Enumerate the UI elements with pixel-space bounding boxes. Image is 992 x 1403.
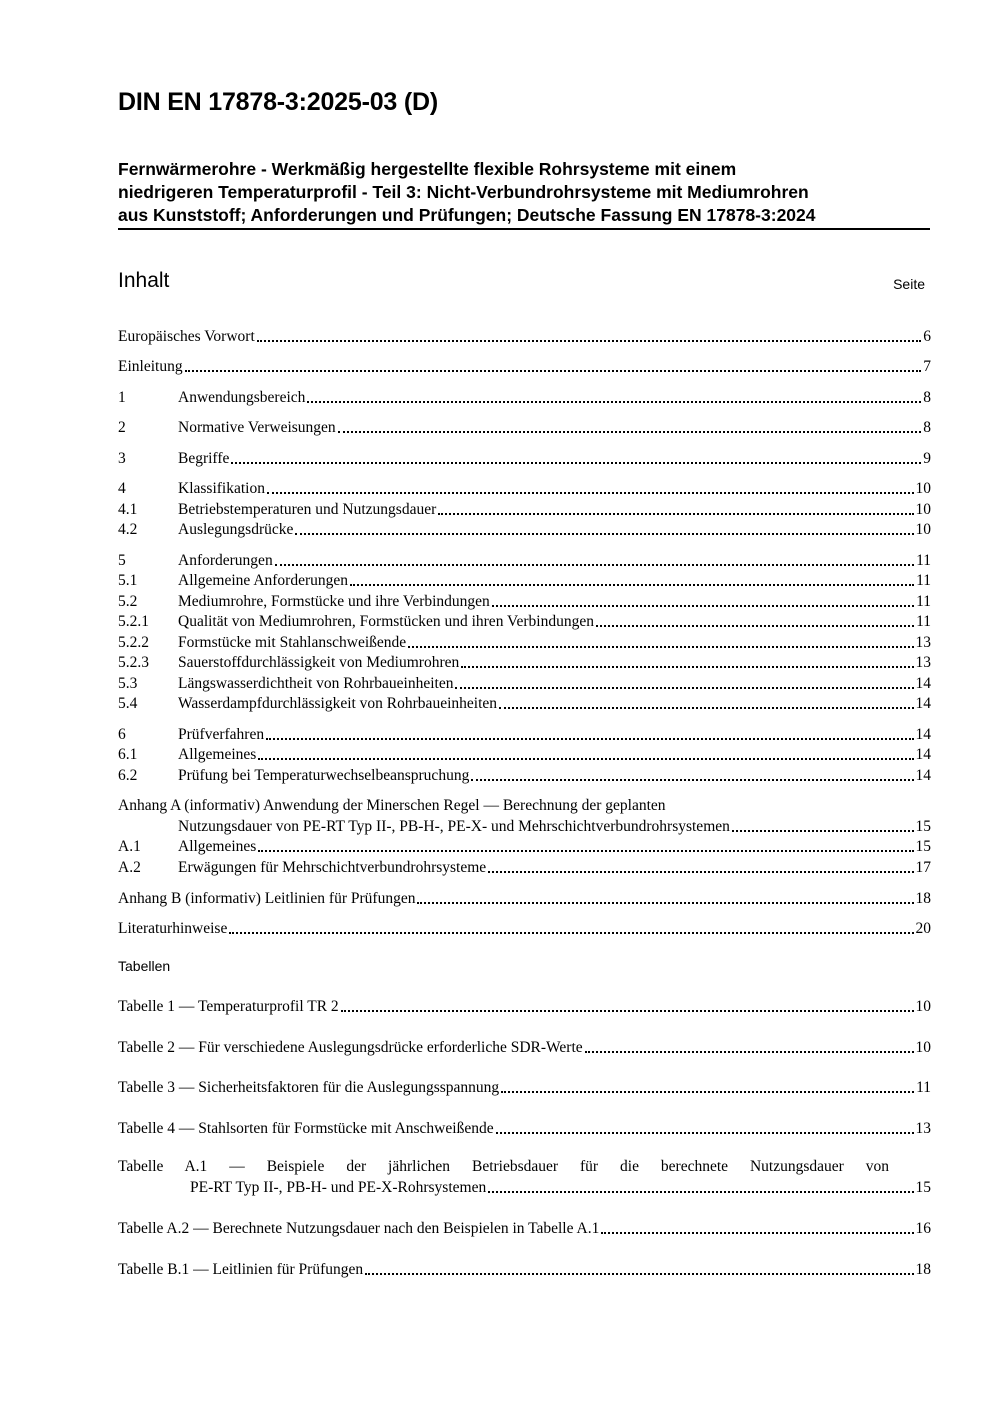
toc-entry-title: Literaturhinweise: [118, 920, 228, 937]
toc-entry[interactable]: [118, 764, 931, 785]
toc-entry-number: 5.2: [118, 593, 138, 610]
dot-leader: [267, 492, 914, 494]
table-a1-line1[interactable]: Tabelle A.1 — Beispiele der jährlichen Betriebsdauer für die berechnete Nutzungsdauer von: [118, 1158, 889, 1175]
dot-leader: [455, 687, 913, 689]
toc-entry-page: 10: [915, 521, 931, 538]
table-entry[interactable]: [118, 1217, 931, 1238]
page-column-heading: Seite: [893, 276, 925, 292]
toc-entry-title: Mediumrohre, Formstücke und ihre Verbindungen: [178, 593, 490, 610]
toc-entry-page: 11: [916, 593, 931, 610]
toc-entry-title: Auslegungsdrücke: [178, 521, 294, 538]
dot-leader: [417, 902, 913, 904]
subtitle-line: aus Kunststoff; Anforderungen und Prüfungen; Deutsche Fassung EN 17878-3:2024: [118, 205, 816, 225]
toc-entry[interactable]: [118, 386, 931, 407]
toc-entry-page: 11: [916, 572, 931, 589]
dot-leader: [499, 707, 914, 709]
toc-entry-number: 5.2.3: [118, 654, 149, 671]
toc-entry-page: 14: [915, 726, 931, 743]
toc-entry[interactable]: [118, 743, 931, 764]
toc-entry-title: Betriebstemperaturen und Nutzungsdauer: [178, 501, 437, 518]
toc-entry-page: 11: [916, 613, 931, 630]
toc-entry[interactable]: [118, 518, 931, 539]
toc-entry-number: 2: [118, 419, 126, 436]
dot-leader: [438, 513, 913, 515]
toc-entry-title: Wasserdampfdurchlässigkeit von Rohrbaueinheiten: [178, 695, 497, 712]
toc-entry-number: 5.4: [118, 695, 138, 712]
toc-entry[interactable]: [118, 835, 931, 856]
toc-entry-title: Prüfverfahren: [178, 726, 265, 743]
toc-entry-number: 5.2.2: [118, 634, 149, 651]
dot-leader: [596, 625, 914, 627]
dot-leader: [408, 646, 913, 648]
toc-entry-page: 14: [915, 675, 931, 692]
toc-entry-title: Anwendungsbereich: [178, 389, 306, 406]
toc-entry-page: 6: [923, 328, 931, 345]
dot-leader: [501, 1091, 914, 1093]
table-entry-page: 16: [915, 1220, 931, 1237]
tables-heading: Tabellen: [118, 958, 171, 974]
dot-leader: [471, 779, 913, 781]
toc-entry-page: 10: [915, 480, 931, 497]
toc-entry-page: 13: [915, 654, 931, 671]
toc-entry[interactable]: [118, 692, 931, 713]
table-entry-title: PE-RT Typ II-, PB-H- und PE-X-Rohrsystemen: [190, 1179, 487, 1196]
dot-leader: [185, 370, 922, 372]
table-entry-page: 10: [915, 998, 931, 1015]
dot-leader: [350, 584, 914, 586]
toc-entry-title: Begriffe: [178, 450, 230, 467]
toc-entry-number: 5.1: [118, 572, 138, 589]
dot-leader: [266, 738, 913, 740]
toc-entry-page: 14: [915, 767, 931, 784]
table-entry-page: 10: [915, 1039, 931, 1056]
document-title: DIN EN 17878-3:2025-03 (D): [118, 88, 438, 116]
table-entry-title: Tabelle 3 — Sicherheitsfaktoren für die Auslegungsspannung: [118, 1079, 500, 1096]
dot-leader: [295, 533, 913, 535]
dot-leader: [585, 1051, 914, 1053]
toc-entry-page: 17: [915, 859, 931, 876]
table-entry-page: 13: [915, 1120, 931, 1137]
toc-entry[interactable]: [118, 477, 931, 498]
toc-entry-title: Allgemeine Anforderungen: [178, 572, 349, 589]
dot-leader: [307, 401, 921, 403]
toc-entry-number: 4.2: [118, 521, 138, 538]
toc-entry-title: Europäisches Vorwort: [118, 328, 255, 345]
toc-entry[interactable]: [118, 447, 931, 468]
toc-entry[interactable]: [118, 549, 931, 570]
toc-entry-title: Nutzungsdauer von PE-RT Typ II-, PB-H-, PE-X- und Mehrschichtverbundrohrsystemen: [178, 818, 730, 835]
toc-entry-page: 15: [915, 818, 931, 835]
toc-entry-number: A.1: [118, 838, 141, 855]
toc-entry[interactable]: [118, 672, 931, 693]
toc-entry[interactable]: [118, 416, 931, 437]
toc-entry-title: Anhang B (informativ) Leitlinien für Prüfungen: [118, 890, 416, 907]
dot-leader: [496, 1132, 914, 1134]
toc-entry-title: Normative Verweisungen: [178, 419, 336, 436]
table-entry[interactable]: [118, 1076, 931, 1097]
table-entry-page: 18: [915, 1261, 931, 1278]
toc-entry-page: 9: [923, 450, 931, 467]
toc-entry[interactable]: [118, 325, 931, 346]
toc-entry-number: 5.2.1: [118, 613, 149, 630]
table-entry[interactable]: [118, 1036, 931, 1057]
dot-leader: [341, 1010, 914, 1012]
table-entry[interactable]: [118, 1117, 931, 1138]
toc-entry-title: Längswasserdichtheit von Rohrbaueinheiten: [178, 675, 454, 692]
toc-entry-number: 5: [118, 552, 126, 569]
dot-leader: [229, 932, 913, 934]
toc-entry[interactable]: [118, 355, 931, 376]
toc-entry-number: 6.1: [118, 746, 138, 763]
toc-entry-title: Sauerstoffdurchlässigkeit von Mediumrohren: [178, 654, 460, 671]
toc-entry-page: 14: [915, 695, 931, 712]
toc-entry-page: 13: [915, 634, 931, 651]
toc-entry[interactable]: [118, 569, 931, 590]
toc-entry-title: Anforderungen: [178, 552, 273, 569]
toc-entry-title: Allgemeines: [178, 838, 257, 855]
dot-leader: [365, 1273, 913, 1275]
toc-entry-title: Allgemeines: [178, 746, 257, 763]
dot-leader: [275, 564, 914, 566]
toc-entry[interactable]: [118, 651, 931, 672]
toc-entry-title: Einleitung: [118, 358, 183, 375]
table-entry[interactable]: [118, 995, 931, 1016]
table-entry-title: Tabelle A.2 — Berechnete Nutzungsdauer nach den Beispielen in Tabelle A.1: [118, 1220, 600, 1237]
toc-entry-number: 5.3: [118, 675, 138, 692]
toc-entry-number: 6.2: [118, 767, 138, 784]
dot-leader: [338, 431, 922, 433]
toc-entry-title: Qualität von Mediumrohren, Formstücken und ihren Verbindungen: [178, 613, 594, 630]
toc-entry-number: 1: [118, 389, 126, 406]
toc-entry-title: Prüfung bei Temperaturwechselbeanspruchung: [178, 767, 470, 784]
toc-entry-page: 10: [915, 501, 931, 518]
table-entry-title: Tabelle 1 — Temperaturprofil TR 2: [118, 998, 339, 1015]
toc-entry[interactable]: [118, 723, 931, 744]
toc-entry-page: 8: [923, 389, 931, 406]
dot-leader: [488, 1191, 913, 1193]
toc-entry-number: 6: [118, 726, 126, 743]
document-subtitle: [118, 158, 930, 230]
table-entry-title: Tabelle 4 — Stahlsorten für Formstücke mit Anschweißende: [118, 1120, 494, 1137]
annex-a-heading[interactable]: Anhang A (informativ) Anwendung der Minerschen Regel — Berechnung der geplanten: [118, 797, 666, 814]
contents-heading: Inhalt: [118, 269, 170, 292]
dot-leader: [257, 340, 921, 342]
dot-leader: [732, 830, 914, 832]
toc-entry-number: A.2: [118, 859, 141, 876]
toc-entry-number: 4: [118, 480, 126, 497]
toc-entry[interactable]: [118, 856, 931, 877]
toc-entry-title: Formstücke mit Stahlanschweißende: [178, 634, 407, 651]
table-entry-page: 11: [916, 1079, 931, 1096]
toc-entry-title: Klassifikation: [178, 480, 265, 497]
toc-entry[interactable]: [118, 631, 931, 652]
toc-entry-title: Erwägungen für Mehrschichtverbundrohrsysteme: [178, 859, 487, 876]
subtitle-line: niedrigeren Temperaturprofil - Teil 3: Nicht-Verbundrohrsysteme mit Mediumrohren: [118, 182, 809, 202]
toc-entry[interactable]: [118, 610, 931, 631]
dot-leader: [258, 758, 913, 760]
dot-leader: [231, 462, 921, 464]
table-entry-title: Tabelle B.1 — Leitlinien für Prüfungen: [118, 1261, 364, 1278]
toc-entry-page: 20: [915, 920, 931, 937]
dot-leader: [492, 605, 914, 607]
dot-leader: [488, 871, 913, 873]
table-entry[interactable]: [190, 1176, 931, 1197]
toc-entry[interactable]: [118, 498, 931, 519]
dot-leader: [461, 666, 913, 668]
table-entry[interactable]: [118, 1258, 931, 1279]
toc-entry-page: 11: [916, 552, 931, 569]
toc-entry-page: 15: [915, 838, 931, 855]
table-entry-title: Tabelle 2 — Für verschiedene Auslegungsdrücke erforderliche SDR-Werte: [118, 1039, 583, 1056]
dot-leader: [601, 1232, 913, 1234]
toc-entry[interactable]: [178, 815, 931, 836]
toc-entry[interactable]: [118, 917, 931, 938]
toc-entry-page: 14: [915, 746, 931, 763]
toc-entry-number: 4.1: [118, 501, 138, 518]
toc-entry-number: 3: [118, 450, 126, 467]
dot-leader: [258, 850, 913, 852]
table-entry-page: 15: [915, 1179, 931, 1196]
toc-entry-page: 8: [923, 419, 931, 436]
subtitle-line: Fernwärmerohre - Werkmäßig hergestellte flexible Rohrsysteme mit einem: [118, 159, 737, 179]
toc-entry[interactable]: [118, 590, 931, 611]
toc-entry-page: 7: [923, 358, 931, 375]
toc-entry-page: 18: [915, 890, 931, 907]
toc-entry[interactable]: [118, 887, 931, 908]
